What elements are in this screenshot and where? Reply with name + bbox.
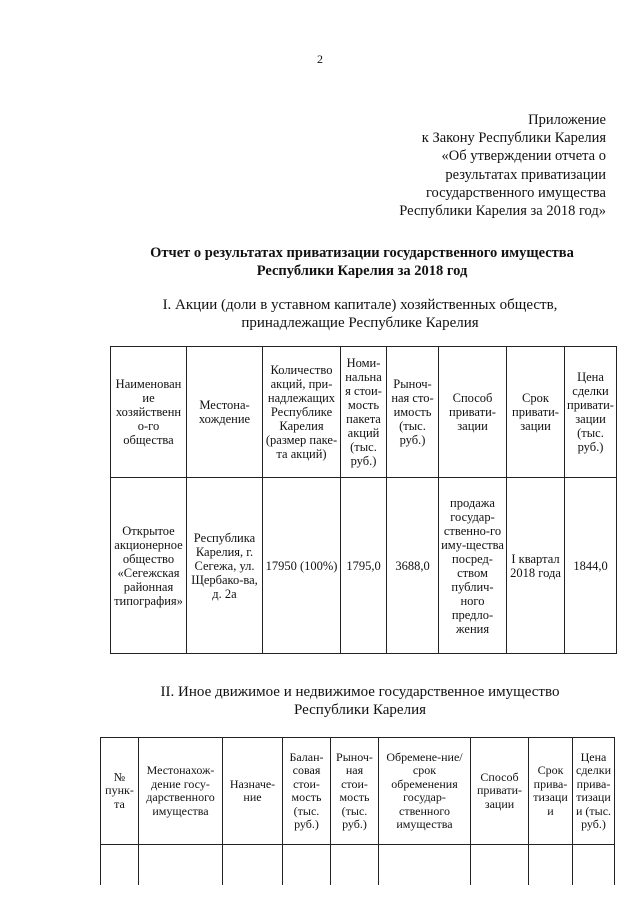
appendix-note [266, 111, 606, 220]
appendix-line: государственного имущества [425, 184, 606, 201]
section-2-heading [110, 683, 610, 719]
table-cell [101, 845, 139, 886]
report-title [100, 244, 624, 280]
report-title-line: Республики Карелия за 2018 год [256, 263, 468, 279]
table-cell [573, 845, 615, 886]
section-heading-line: I. Акции (доли в уставном капитале) хозяйственных обществ, [162, 297, 558, 313]
table-row [111, 478, 617, 654]
section-heading-line: II. Иное движимое и недвижимое государственное имущество [160, 684, 560, 700]
report-title-line: Отчет о результатах приватизации государственного имущества [150, 245, 574, 261]
table-cell: 1844,0 [565, 478, 617, 654]
appendix-line: «Об утверждении отчета о [441, 148, 606, 165]
appendix-line: Республики Карелия за 2018 год» [399, 203, 606, 220]
table-header-row [111, 347, 617, 478]
table-cell [529, 845, 573, 886]
appendix-line: результатах приватизации [445, 166, 606, 183]
column-header: Срок прива-тизации [529, 738, 573, 845]
table-cell [283, 845, 331, 886]
column-header: Номи-нальная стои-мость пакета акций (тыс. руб.) [341, 347, 387, 478]
table-cell [331, 845, 379, 886]
column-header: Срок привати-зации [507, 347, 565, 478]
table-cell: продажа государ-ственно-го иму-щества посред-ством публич-ного предло-жения [439, 478, 507, 654]
column-header: Обремене-ние/срок обременения государ-ственного имущества [379, 738, 471, 845]
table-cell [379, 845, 471, 886]
column-header: Рыноч-ная стои-мость (тыс. руб.) [331, 738, 379, 845]
column-header: Количество акций, при-надлежащих Республике Карелия (размер паке-та акций) [263, 347, 341, 478]
table-cell [139, 845, 223, 886]
section-heading-line: принадлежащие Республике Карелия [241, 315, 479, 331]
column-header: Наименование хозяйственно-го общества [111, 347, 187, 478]
column-header: Местона-хождение [187, 347, 263, 478]
table-cell: Республика Карелия, г. Сегежа, ул. Щербако-ва, д. 2а [187, 478, 263, 654]
table-header-row [101, 738, 615, 845]
column-header: Способ привати-зации [471, 738, 529, 845]
table-cell [223, 845, 283, 886]
table-row [101, 845, 615, 886]
column-header: Балан-совая стои-мость (тыс. руб.) [283, 738, 331, 845]
table-cell: 3688,0 [387, 478, 439, 654]
column-header: Рыноч-ная сто-имость (тыс. руб.) [387, 347, 439, 478]
column-header: Способ привати-зации [439, 347, 507, 478]
table-cell: 17950 (100%) [263, 478, 341, 654]
table-cell: Открытое акционерное общество «Сегежская районная типография» [111, 478, 187, 654]
column-header: № пунк-та [101, 738, 139, 845]
shares-table [110, 346, 617, 654]
column-header: Местонахож-дение госу-дарственного имущества [139, 738, 223, 845]
table-cell: I квартал 2018 года [507, 478, 565, 654]
appendix-line: к Закону Республики Карелия [421, 130, 606, 147]
section-1-heading [110, 296, 610, 332]
column-header: Цена сделки прива-тизации (тыс. руб.) [573, 738, 615, 845]
table-cell [471, 845, 529, 886]
appendix-line: Приложение [528, 112, 606, 128]
page-number: 2 [317, 52, 323, 66]
section-heading-line: Республики Карелия [293, 702, 427, 718]
column-header: Назначе-ние [223, 738, 283, 845]
table-cell: 1795,0 [341, 478, 387, 654]
property-table [100, 737, 615, 885]
column-header: Цена сделки привати-зации (тыс. руб.) [565, 347, 617, 478]
